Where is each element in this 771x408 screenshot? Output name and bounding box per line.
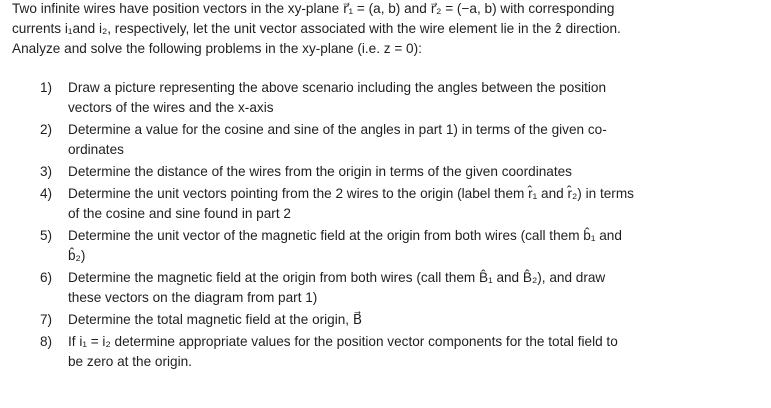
- problem-item-3: [40, 162, 760, 182]
- problem-text-line-2: b̂₂): [68, 248, 86, 263]
- problem-item-5: [40, 226, 760, 266]
- problem-text-line-1: If i₁ = i₂ determine appropriate values for the position vector components for the total field to: [68, 334, 618, 349]
- problem-text-line-1: Determine a value for the cosine and sine of the angles in part 1) in terms of the given co-: [68, 122, 607, 137]
- problem-item-4: [40, 184, 760, 224]
- problem-number: 1): [40, 80, 53, 95]
- problem-item-8: [40, 332, 760, 372]
- problem-item-6: [40, 268, 760, 308]
- problem-text-line-2: of the cosine and sine found in part 2: [68, 206, 291, 221]
- problem-text-line-1: Determine the distance of the wires from the origin in terms of the given coordinates: [68, 164, 572, 179]
- problem-number: 5): [40, 228, 53, 243]
- problem-list: [40, 78, 760, 374]
- intro-line-1: Two infinite wires have position vectors in the xy-plane r⃗₁ = (a, b) and r⃗₂ = (−a, b) with corresponding: [12, 1, 615, 16]
- problem-text-line-1: Determine the unit vectors pointing from the 2 wires to the origin (label them r̂₁ and r̂₂) in terms: [68, 186, 634, 201]
- problem-text-line-1: Determine the unit vector of the magnetic field at the origin from both wires (call them b̂₁ and: [68, 228, 622, 243]
- problem-number: 6): [40, 270, 53, 285]
- intro-line-2: currents i₁and i₂, respectively, let the unit vector associated with the wire element lie in the ẑ direction.: [12, 21, 621, 36]
- problem-statement: [12, 0, 762, 59]
- problem-number: 2): [40, 122, 53, 137]
- problem-text-line-2: vectors of the wires and the x-axis: [68, 100, 274, 115]
- intro-line-3: Analyze and solve the following problems in the xy-plane (i.e. z = 0):: [12, 41, 422, 56]
- problem-number: 3): [40, 164, 53, 179]
- problem-text-line-2: be zero at the origin.: [68, 354, 192, 369]
- problem-number: 7): [40, 312, 53, 327]
- problem-text-line-2: these vectors on the diagram from part 1): [68, 290, 318, 305]
- problem-text-line-2: ordinates: [68, 142, 124, 157]
- problem-text-line-1: Draw a picture representing the above scenario including the angles between the position: [68, 80, 607, 95]
- problem-text-line-1: Determine the magnetic field at the origin from both wires (call them B̂₁ and B̂₂), and draw: [68, 270, 606, 285]
- problem-number: 8): [40, 334, 53, 349]
- problem-text-line-1: Determine the total magnetic field at the origin, B⃗: [68, 312, 363, 327]
- problem-item-1: [40, 78, 760, 118]
- problem-item-2: [40, 120, 760, 160]
- problem-number: 4): [40, 186, 53, 201]
- problem-item-7: [40, 310, 760, 330]
